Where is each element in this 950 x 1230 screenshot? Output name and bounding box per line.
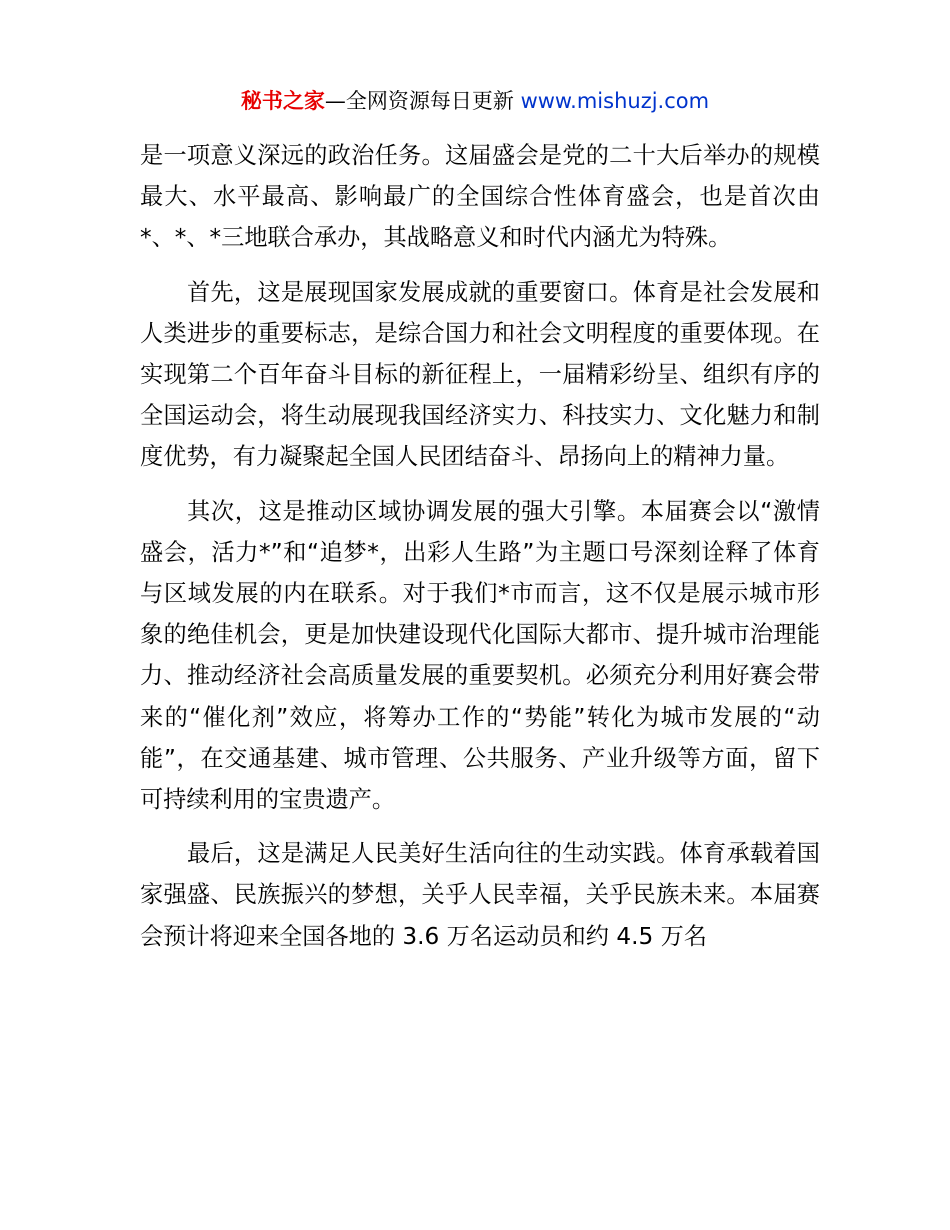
paragraph-first-point: 首先，这是展现国家发展成就的重要窗口。体育是社会发展和人类进步的重要标志，是综合国力和社会文明程度的重要体现。在实现第二个百年奋斗目标的新征程上，一届精彩纷呈、组织有序的全国运动会，将生动展现我国经济实力、科技实力、文化魅力和制度优势，有力凝聚起全国人民团结奋斗、昂扬向上的精神力量。	[140, 278, 820, 471]
brand-name: 秘书之家	[240, 89, 325, 113]
site-url-link[interactable]: www.mishuzj.com	[520, 89, 710, 113]
document-body	[140, 135, 820, 970]
header-tagline: —全网资源每日更新	[324, 89, 521, 113]
page-header	[0, 86, 950, 116]
paragraph-second-point: 其次，这是推动区域协调发展的强大引擎。本届赛会以“激情盛会，活力*”和“追梦*，出彩人生路”为主题口号深刻诠释了体育与区域发展的内在联系。对于我们*市而言，这不仅是展示城市形象的绝佳机会，更是加快建设现代化国际大都市、提升城市治理能力、推动经济社会高质量发展的重要契机。必须充分利用好赛会带来的“催化剂”效应，将筹办工作的“势能”转化为城市发展的“动能”，在交通基建、城市管理、公共服务、产业升级等方面，留下可持续利用的宝贵遗产。	[140, 497, 820, 814]
paragraph-last-point: 最后，这是满足人民美好生活向往的生动实践。体育承载着国家强盛、民族振兴的梦想，关乎人民幸福，关乎民族未来。本届赛会预计将迎来全国各地的 3.6 万名运动员和约 4.5 万名	[140, 840, 820, 950]
paragraph-continued: 是一项意义深远的政治任务。这届盛会是党的二十大后举办的规模最大、水平最高、影响最广的全国综合性体育盛会，也是首次由*、*、*三地联合承办，其战略意义和时代内涵尤为特殊。	[140, 142, 820, 252]
